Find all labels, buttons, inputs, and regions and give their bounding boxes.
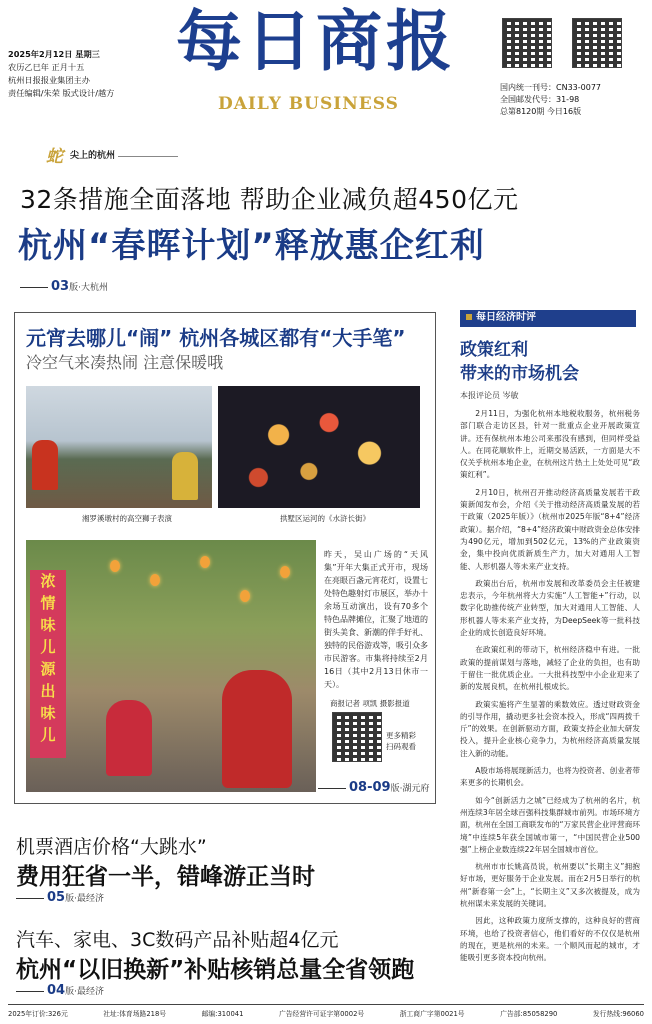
kicker-tag: 尖上的杭州 bbox=[70, 151, 116, 161]
column-byline: 本报评论员 岑敏 bbox=[460, 391, 519, 400]
story2-page-ref[interactable] bbox=[16, 890, 104, 905]
footer-item: 邮编:310041 bbox=[201, 1010, 244, 1018]
column-paragraph: 在政策红利的带动下，杭州经济稳中有进。一批政策的提前谋划与落地，减轻了企业的负担，也有助于留住一批优质企业。一大批科技型中小企业迎来了新的发展良机，在杭州扎根成长。 bbox=[460, 645, 640, 692]
title-cn: 每日商报 bbox=[176, 2, 456, 80]
story3-headline[interactable]: 杭州“以旧换新”补贴核销总量全省领跑 bbox=[16, 957, 415, 983]
lantern-qr-code[interactable] bbox=[332, 712, 382, 762]
masthead-info bbox=[8, 48, 168, 100]
lantern-subtitle: 冷空气来凑热闹 注意保暖哦 bbox=[26, 353, 224, 372]
square-icon bbox=[466, 314, 472, 320]
column-paragraph: 杭州市市长姚高员说，杭州要以“长期主义”拥抱好市场，更好服务于企业发展。而在2月5日举行的杭州“新春第一会”上，“长期主义”又多次被提及，成为杭州谋未来发展的关键词。 bbox=[460, 862, 640, 908]
lantern-icon bbox=[110, 560, 120, 572]
page-number: 05 bbox=[47, 890, 66, 905]
footer-item: 广告经营许可证字第0002号 bbox=[278, 1010, 365, 1018]
kicker-divider bbox=[118, 156, 178, 157]
banner-char: 味 bbox=[40, 616, 56, 634]
kicker-glyph: 蛇 bbox=[46, 147, 63, 167]
qr-icon bbox=[502, 18, 552, 68]
page-section: 版·大杭州 bbox=[69, 283, 108, 293]
lion-figure bbox=[32, 440, 58, 490]
column-paragraph: 因此，这种政策力度所支撑的，这种良好的营商环境，也给了投资者信心，他们看好的不仅仅是杭州的现在，更是杭州的未来。一个顺风而起的城市，才能吸引更多资本投向杭州。 bbox=[460, 916, 640, 963]
column-paragraph: A股市场将展现新活力，也将为投资者、创业者带来更多的长期机会。 bbox=[460, 766, 640, 788]
banner-char: 儿 bbox=[40, 726, 56, 744]
column-paragraph: 2月10日，杭州召开推动经济高质量发展若干政策新闻发布会，介绍《关于推动经济高质量发展的若干政策（2025年版）》（杭州市2025年版“8+4”经济政策）。据介绍，“8+4”经济政策中财政资金总体安排为490亿元，增加到502亿元，13%的产业政策资金，集中投向优质新质生产力，加大对通用人工智能、人形机器人等未来产业支持。 bbox=[460, 487, 640, 571]
photo-caption-2: 拱墅区运河的《水浒长街》 bbox=[280, 514, 370, 523]
banner-char: 浓 bbox=[40, 572, 56, 590]
column-body bbox=[460, 408, 640, 969]
column-paragraph: 政策出台后，杭州市发展和改革委员会主任被建忠表示，今年杭州将大力实施“人工智能+”行动，以数字化助推传统产业转型，加大对通用人工智能、人形机器人等未来产业支持，为DeepSeek等一批科技企业的成长创造良好环境。 bbox=[460, 578, 640, 638]
child-figure bbox=[106, 700, 152, 776]
story2-subtitle: 机票酒店价格“大跳水” bbox=[16, 836, 207, 858]
page-section: 版·最经济 bbox=[65, 894, 104, 904]
qr-code-2[interactable] bbox=[572, 18, 622, 68]
qr-code-1[interactable] bbox=[502, 18, 552, 68]
footer-divider bbox=[8, 1004, 644, 1005]
footer-item: 广告部:85058290 bbox=[500, 1010, 558, 1018]
footer-item: 2025年订价:326元 bbox=[8, 1010, 68, 1018]
column-paragraph: 2月11日，为强化杭州本地税收服务，杭州税务部门联合走访区县，针对一批重点企业开展政策宣讲。还有保杭州本地公司来那没有感到，但同样受益人。在同花顺软件上，近期交易活跃，一方面是大不仅关乎杭州本地企业，在杭州这片热土上处处可见“政策红利”。 bbox=[460, 409, 640, 480]
dash-icon bbox=[20, 287, 48, 288]
column-paragraph: 政策实施将产生显著的乘数效应。透过财政资金的引导作用，撬动更多社会资本投入，形成“四两拨千斤”的效果。在创新驱动方面，政策支持企业加大研发投入，提升企业核心竞争力，为杭州经济高质量发展注入新的动能。 bbox=[460, 699, 640, 758]
page-number: 04 bbox=[47, 983, 66, 998]
page-number: 08-09 bbox=[349, 780, 391, 795]
editors: 责任编辑/朱荣 版式设计/越方 bbox=[8, 88, 115, 98]
lantern-icon bbox=[150, 574, 160, 586]
page-section: 版·湖元府 bbox=[390, 784, 430, 794]
qr-label: 更多精彩 扫码观看 bbox=[386, 731, 416, 751]
banner-char: 儿 bbox=[40, 638, 56, 656]
title-en: DAILY BUSINESS bbox=[218, 94, 399, 114]
photo-caption-1: 湘罗溪墩村的高空狮子表演 bbox=[82, 514, 172, 523]
lead-headline[interactable]: 杭州“春晖计划”释放惠企红利 bbox=[18, 226, 485, 266]
banner-char: 源 bbox=[40, 660, 56, 678]
column-divider bbox=[460, 326, 636, 327]
lion-figure bbox=[172, 452, 198, 500]
qr-icon bbox=[572, 18, 622, 68]
dash-icon bbox=[318, 788, 346, 789]
adult-figure bbox=[222, 670, 292, 788]
lantern-street-photo[interactable] bbox=[218, 386, 420, 508]
lantern-byline: 商报记者 项凯 摄影报道 bbox=[330, 699, 410, 708]
footer-item: 社址:体育场路218号 bbox=[103, 1010, 167, 1018]
column-title[interactable]: 政策红利 带来的市场机会 bbox=[460, 340, 579, 384]
page-section: 版·最经济 bbox=[65, 987, 104, 997]
banner-char: 情 bbox=[40, 594, 56, 612]
lunar-date: 农历乙巳年 正月十五 bbox=[8, 62, 85, 72]
lead-subtitle: 32条措施全面落地 帮助企业减负超450亿元 bbox=[20, 185, 519, 214]
newspaper-title bbox=[158, 2, 474, 84]
footer-item: 浙工商广字第0021号 bbox=[399, 1010, 465, 1018]
lantern-headline[interactable]: 元宵去哪儿“闹” 杭州各城区都有“大手笔” bbox=[26, 326, 406, 350]
qr-icon bbox=[332, 712, 382, 762]
story2-headline[interactable]: 费用狂省一半，错峰游正当时 bbox=[16, 864, 315, 890]
lantern-icon bbox=[240, 590, 250, 602]
story3-page-ref[interactable] bbox=[16, 983, 104, 998]
issue-number: 总第8120期 今日16版 bbox=[500, 107, 582, 116]
footer-item: 发行热线:96060 bbox=[592, 1010, 644, 1018]
column-paragraph: 如今“创新活力之城”已经成为了杭州的名片，杭州连续3年居全球百强科技集群城市前列。市场环境方面，杭州在全国工商联发布的“万家民营企业评营商环境”中连续5年获全国城市第一，“中国民营企业500强”上榜企业数连续22年居全国城市首位。 bbox=[460, 795, 640, 854]
story3-subtitle: 汽车、家电、3C数码产品补贴超4亿元 bbox=[16, 929, 339, 951]
cn-number: 国内统一刊号：CN33-0077 bbox=[500, 83, 601, 92]
issue-date: 2025年2月12日 星期三 bbox=[8, 49, 100, 59]
masthead-codes bbox=[500, 82, 648, 118]
dash-icon bbox=[16, 991, 44, 992]
footer bbox=[8, 1008, 644, 1020]
column-tag-label: 每日经济时评 bbox=[476, 312, 536, 323]
banner-char: 味 bbox=[40, 704, 56, 722]
sponsor: 杭州日报报业集团主办 bbox=[8, 75, 90, 85]
lantern-page-ref[interactable] bbox=[318, 780, 429, 795]
banner-pillar bbox=[30, 570, 66, 758]
lantern-icon bbox=[280, 566, 290, 578]
page-number: 03 bbox=[51, 279, 70, 294]
column-tag bbox=[460, 310, 636, 326]
banner-char: 出 bbox=[40, 682, 56, 700]
postal-code: 全国邮发代号：31-98 bbox=[500, 95, 580, 104]
lead-page-ref[interactable] bbox=[20, 279, 108, 294]
lantern-body: 昨天，吴山广场的“天风集”开年大集正式开市，现场在亮眼百盏元宵花灯，设置七处特色趣射灯市展区，举办十余场互动演出，设有70多个特色品牌摊位，汇聚了地道的街头美食、新潮的伴手好礼、独特的民俗游戏等，吸引众多市民游客。市集将持续至2月16日（其中2月13日休市一天）。 bbox=[324, 550, 428, 689]
dash-icon bbox=[16, 898, 44, 899]
lantern-icon bbox=[200, 556, 210, 568]
